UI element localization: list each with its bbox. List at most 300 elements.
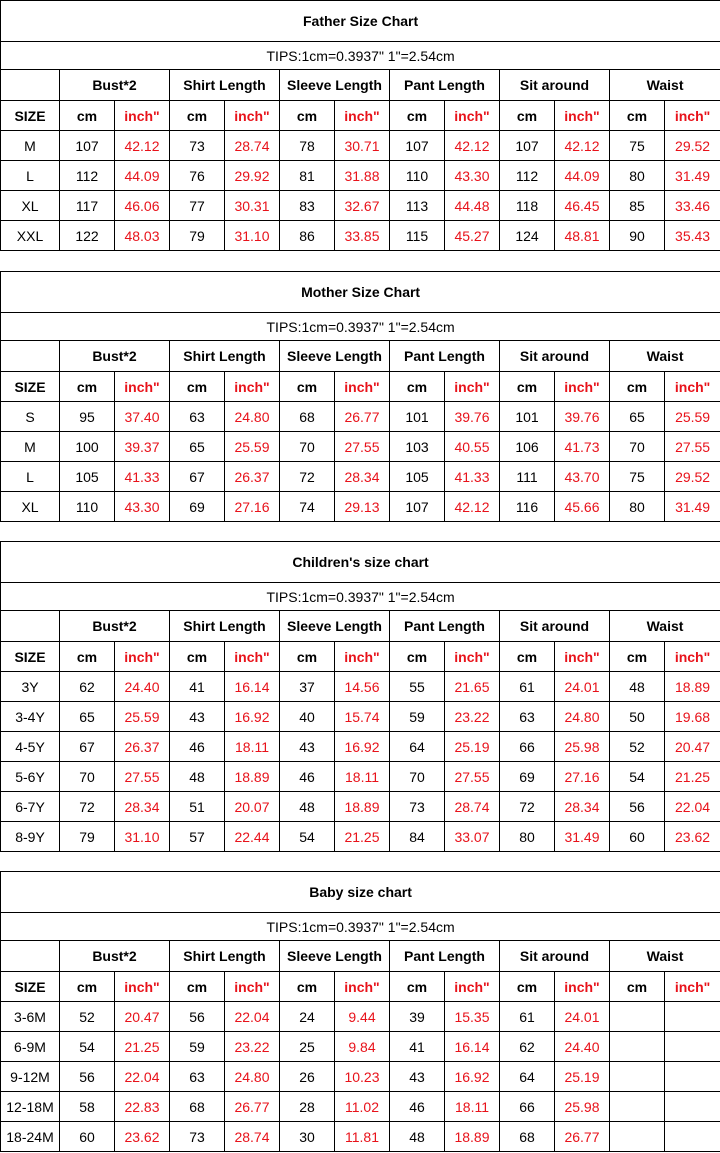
inch-value-cell: 39.37 — [115, 432, 170, 462]
inch-unit-header: inch" — [115, 642, 170, 672]
size-cell: 18-24M — [1, 1122, 60, 1152]
cm-unit-header: cm — [170, 642, 225, 672]
tips-row — [1, 583, 720, 611]
cm-value-cell: 43 — [170, 702, 225, 732]
measurement-header: Sit around — [500, 341, 610, 372]
inch-value-cell: 33.07 — [445, 822, 500, 852]
cm-value-cell: 84 — [390, 822, 445, 852]
size-column-header: SIZE — [1, 101, 60, 131]
inch-unit-header: inch" — [335, 101, 390, 131]
measurement-header: Waist — [610, 341, 720, 372]
inch-value-cell: 14.56 — [335, 672, 390, 702]
table-row — [1, 402, 720, 432]
size-cell: 5-6Y — [1, 762, 60, 792]
cm-value-cell: 66 — [500, 1092, 555, 1122]
cm-value-cell: 70 — [610, 432, 665, 462]
cm-value-cell: 65 — [170, 432, 225, 462]
cm-value-cell: 58 — [60, 1092, 115, 1122]
cm-value-cell: 46 — [170, 732, 225, 762]
cm-value-cell: 46 — [280, 762, 335, 792]
size-column-header: SIZE — [1, 642, 60, 672]
measurement-header: Sleeve Length — [280, 611, 390, 642]
cm-value-cell: 56 — [170, 1002, 225, 1032]
group-header-row — [1, 941, 720, 972]
cm-value-cell: 28 — [280, 1092, 335, 1122]
cm-value-cell: 107 — [500, 131, 555, 161]
inch-value-cell: 48.03 — [115, 221, 170, 251]
measurement-header: Waist — [610, 941, 720, 972]
inch-value-cell: 27.55 — [335, 432, 390, 462]
cm-value-cell: 105 — [390, 462, 445, 492]
chart-title: Mother Size Chart — [1, 272, 720, 313]
inch-unit-header: inch" — [115, 372, 170, 402]
inch-unit-header: inch" — [555, 101, 610, 131]
measurement-header: Pant Length — [390, 70, 500, 101]
table-row — [1, 1122, 720, 1152]
inch-value-cell: 44.09 — [555, 161, 610, 191]
cm-value-cell: 112 — [60, 161, 115, 191]
inch-value-cell: 45.66 — [555, 492, 610, 522]
table-row — [1, 702, 720, 732]
inch-value-cell: 41.73 — [555, 432, 610, 462]
title-row — [1, 1, 720, 42]
cm-value-cell: 57 — [170, 822, 225, 852]
cm-value-cell: 75 — [610, 462, 665, 492]
cm-value-cell: 101 — [500, 402, 555, 432]
cm-value-cell — [610, 1062, 665, 1092]
cm-value-cell: 63 — [170, 1062, 225, 1092]
cm-value-cell: 54 — [280, 822, 335, 852]
inch-value-cell: 20.47 — [665, 732, 720, 762]
cm-value-cell: 69 — [500, 762, 555, 792]
inch-value-cell: 24.80 — [225, 402, 280, 432]
inch-value-cell: 25.98 — [555, 1092, 610, 1122]
cm-value-cell: 90 — [610, 221, 665, 251]
cm-value-cell: 100 — [60, 432, 115, 462]
inch-value-cell: 22.04 — [115, 1062, 170, 1092]
inch-value-cell: 30.31 — [225, 191, 280, 221]
cm-value-cell: 40 — [280, 702, 335, 732]
cm-value-cell: 70 — [60, 762, 115, 792]
size-cell: 6-7Y — [1, 792, 60, 822]
inch-value-cell: 24.01 — [555, 1002, 610, 1032]
inch-unit-header: inch" — [335, 972, 390, 1002]
measurement-header: Bust*2 — [60, 941, 170, 972]
cm-unit-header: cm — [60, 972, 115, 1002]
tips-row — [1, 42, 720, 70]
inch-value-cell — [665, 1062, 720, 1092]
cm-value-cell: 76 — [170, 161, 225, 191]
inch-value-cell: 26.77 — [225, 1092, 280, 1122]
measurement-header: Shirt Length — [170, 70, 280, 101]
cm-value-cell: 52 — [610, 732, 665, 762]
cm-unit-header: cm — [170, 101, 225, 131]
inch-value-cell: 29.52 — [665, 462, 720, 492]
table-row — [1, 1062, 720, 1092]
inch-unit-header: inch" — [555, 642, 610, 672]
inch-value-cell: 23.22 — [445, 702, 500, 732]
inch-value-cell: 27.55 — [665, 432, 720, 462]
corner-cell — [1, 611, 60, 642]
inch-value-cell: 28.74 — [225, 131, 280, 161]
table-row — [1, 822, 720, 852]
inch-value-cell: 24.80 — [225, 1062, 280, 1092]
inch-value-cell: 35.43 — [665, 221, 720, 251]
inch-value-cell: 28.34 — [335, 462, 390, 492]
cm-value-cell: 37 — [280, 672, 335, 702]
measurement-header: Shirt Length — [170, 941, 280, 972]
cm-value-cell: 64 — [500, 1062, 555, 1092]
inch-unit-header: inch" — [115, 972, 170, 1002]
cm-unit-header: cm — [610, 642, 665, 672]
inch-value-cell: 39.76 — [445, 402, 500, 432]
inch-value-cell: 24.40 — [115, 672, 170, 702]
cm-value-cell: 56 — [610, 792, 665, 822]
size-table — [0, 541, 720, 852]
inch-unit-header: inch" — [225, 372, 280, 402]
size-cell: 3-6M — [1, 1002, 60, 1032]
inch-value-cell: 20.07 — [225, 792, 280, 822]
cm-value-cell: 110 — [390, 161, 445, 191]
inch-value-cell: 44.09 — [115, 161, 170, 191]
measurement-header: Pant Length — [390, 941, 500, 972]
size-column-header: SIZE — [1, 972, 60, 1002]
cm-unit-header: cm — [390, 972, 445, 1002]
cm-value-cell: 69 — [170, 492, 225, 522]
inch-value-cell — [665, 1122, 720, 1152]
inch-unit-header: inch" — [665, 642, 720, 672]
cm-value-cell: 85 — [610, 191, 665, 221]
cm-unit-header: cm — [60, 372, 115, 402]
cm-unit-header: cm — [170, 372, 225, 402]
inch-value-cell: 31.88 — [335, 161, 390, 191]
tips-row — [1, 913, 720, 941]
measurement-header: Shirt Length — [170, 611, 280, 642]
inch-value-cell: 43.30 — [445, 161, 500, 191]
inch-unit-header: inch" — [665, 372, 720, 402]
cm-value-cell: 73 — [390, 792, 445, 822]
inch-value-cell: 33.85 — [335, 221, 390, 251]
cm-value-cell: 61 — [500, 1002, 555, 1032]
inch-unit-header: inch" — [115, 101, 170, 131]
size-cell: L — [1, 161, 60, 191]
cm-value-cell: 77 — [170, 191, 225, 221]
size-cell: L — [1, 462, 60, 492]
cm-value-cell: 80 — [610, 161, 665, 191]
table-row — [1, 732, 720, 762]
cm-unit-header: cm — [280, 101, 335, 131]
chart-title: Baby size chart — [1, 872, 720, 913]
inch-unit-header: inch" — [335, 372, 390, 402]
cm-value-cell: 68 — [170, 1092, 225, 1122]
inch-value-cell: 24.40 — [555, 1032, 610, 1062]
inch-value-cell: 16.14 — [225, 672, 280, 702]
cm-value-cell: 61 — [500, 672, 555, 702]
table-row — [1, 191, 720, 221]
measurement-header: Sit around — [500, 70, 610, 101]
size-cell: XXL — [1, 221, 60, 251]
cm-value-cell: 124 — [500, 221, 555, 251]
group-header-row — [1, 611, 720, 642]
inch-value-cell: 18.89 — [445, 1122, 500, 1152]
inch-value-cell: 18.11 — [335, 762, 390, 792]
inch-value-cell: 31.10 — [225, 221, 280, 251]
inch-value-cell: 26.37 — [115, 732, 170, 762]
inch-value-cell: 27.55 — [445, 762, 500, 792]
inch-value-cell — [665, 1032, 720, 1062]
cm-value-cell: 80 — [610, 492, 665, 522]
inch-value-cell: 29.52 — [665, 131, 720, 161]
cm-value-cell: 62 — [500, 1032, 555, 1062]
inch-value-cell: 41.33 — [115, 462, 170, 492]
size-cell: 3Y — [1, 672, 60, 702]
inch-value-cell: 28.74 — [225, 1122, 280, 1152]
cm-value-cell: 41 — [390, 1032, 445, 1062]
inch-value-cell: 39.76 — [555, 402, 610, 432]
inch-value-cell: 16.92 — [335, 732, 390, 762]
inch-value-cell: 24.80 — [555, 702, 610, 732]
cm-value-cell: 116 — [500, 492, 555, 522]
size-cell: 4-5Y — [1, 732, 60, 762]
tips-text: TIPS:1cm=0.3937" 1"=2.54cm — [1, 583, 720, 611]
cm-value-cell: 41 — [170, 672, 225, 702]
cm-value-cell: 62 — [60, 672, 115, 702]
inch-unit-header: inch" — [665, 101, 720, 131]
inch-value-cell: 28.34 — [115, 792, 170, 822]
cm-value-cell: 70 — [390, 762, 445, 792]
cm-value-cell: 107 — [60, 131, 115, 161]
inch-value-cell: 15.35 — [445, 1002, 500, 1032]
cm-value-cell: 64 — [390, 732, 445, 762]
cm-value-cell: 66 — [500, 732, 555, 762]
inch-value-cell: 16.92 — [225, 702, 280, 732]
inch-value-cell: 23.62 — [115, 1122, 170, 1152]
cm-value-cell — [610, 1092, 665, 1122]
inch-value-cell: 18.11 — [445, 1092, 500, 1122]
tips-row — [1, 313, 720, 341]
measurement-header: Sleeve Length — [280, 941, 390, 972]
cm-unit-header: cm — [500, 372, 555, 402]
inch-value-cell: 25.98 — [555, 732, 610, 762]
inch-value-cell: 42.12 — [445, 492, 500, 522]
inch-unit-header: inch" — [445, 101, 500, 131]
inch-value-cell: 30.71 — [335, 131, 390, 161]
inch-value-cell: 27.16 — [225, 492, 280, 522]
cm-value-cell: 106 — [500, 432, 555, 462]
inch-value-cell: 9.84 — [335, 1032, 390, 1062]
inch-unit-header: inch" — [555, 972, 610, 1002]
unit-header-row — [1, 101, 720, 131]
cm-value-cell: 68 — [280, 402, 335, 432]
inch-value-cell: 42.12 — [115, 131, 170, 161]
size-cell: 3-4Y — [1, 702, 60, 732]
inch-value-cell: 20.47 — [115, 1002, 170, 1032]
table-row — [1, 161, 720, 191]
inch-value-cell: 27.55 — [115, 762, 170, 792]
inch-value-cell: 31.10 — [115, 822, 170, 852]
cm-unit-header: cm — [60, 101, 115, 131]
unit-header-row — [1, 372, 720, 402]
cm-value-cell: 48 — [610, 672, 665, 702]
inch-unit-header: inch" — [555, 372, 610, 402]
inch-value-cell: 21.25 — [665, 762, 720, 792]
cm-value-cell: 103 — [390, 432, 445, 462]
cm-unit-header: cm — [170, 972, 225, 1002]
inch-value-cell: 31.49 — [665, 492, 720, 522]
table-row — [1, 1002, 720, 1032]
cm-unit-header: cm — [610, 372, 665, 402]
cm-value-cell — [610, 1122, 665, 1152]
inch-value-cell: 11.81 — [335, 1122, 390, 1152]
cm-value-cell: 75 — [610, 131, 665, 161]
cm-value-cell: 59 — [390, 702, 445, 732]
cm-unit-header: cm — [60, 642, 115, 672]
inch-value-cell: 41.33 — [445, 462, 500, 492]
inch-value-cell: 27.16 — [555, 762, 610, 792]
chart-title: Father Size Chart — [1, 1, 720, 42]
cm-value-cell: 112 — [500, 161, 555, 191]
cm-value-cell: 83 — [280, 191, 335, 221]
inch-value-cell: 42.12 — [445, 131, 500, 161]
cm-value-cell: 81 — [280, 161, 335, 191]
measurement-header: Sleeve Length — [280, 70, 390, 101]
cm-value-cell: 26 — [280, 1062, 335, 1092]
measurement-header: Bust*2 — [60, 611, 170, 642]
inch-value-cell: 43.30 — [115, 492, 170, 522]
cm-value-cell: 111 — [500, 462, 555, 492]
measurement-header: Pant Length — [390, 611, 500, 642]
cm-value-cell: 115 — [390, 221, 445, 251]
cm-unit-header: cm — [280, 972, 335, 1002]
cm-value-cell: 68 — [500, 1122, 555, 1152]
inch-value-cell: 18.89 — [665, 672, 720, 702]
cm-unit-header: cm — [280, 372, 335, 402]
measurement-header: Sit around — [500, 611, 610, 642]
inch-value-cell: 11.02 — [335, 1092, 390, 1122]
inch-value-cell: 28.34 — [555, 792, 610, 822]
measurement-header: Bust*2 — [60, 341, 170, 372]
inch-unit-header: inch" — [445, 372, 500, 402]
inch-value-cell: 42.12 — [555, 131, 610, 161]
unit-header-row — [1, 972, 720, 1002]
cm-value-cell: 79 — [60, 822, 115, 852]
cm-unit-header: cm — [500, 101, 555, 131]
cm-value-cell: 52 — [60, 1002, 115, 1032]
corner-cell — [1, 341, 60, 372]
cm-value-cell: 65 — [610, 402, 665, 432]
size-column-header: SIZE — [1, 372, 60, 402]
inch-value-cell: 25.19 — [445, 732, 500, 762]
size-table — [0, 871, 720, 1152]
size-chart — [0, 871, 720, 1152]
inch-value-cell: 22.04 — [225, 1002, 280, 1032]
size-chart — [0, 0, 720, 251]
cm-value-cell — [610, 1002, 665, 1032]
cm-value-cell: 67 — [60, 732, 115, 762]
group-header-row — [1, 341, 720, 372]
size-chart — [0, 541, 720, 852]
inch-value-cell: 29.13 — [335, 492, 390, 522]
size-cell: XL — [1, 492, 60, 522]
cm-value-cell: 56 — [60, 1062, 115, 1092]
inch-value-cell: 31.49 — [555, 822, 610, 852]
table-row — [1, 131, 720, 161]
inch-unit-header: inch" — [445, 642, 500, 672]
cm-value-cell: 113 — [390, 191, 445, 221]
cm-value-cell: 30 — [280, 1122, 335, 1152]
cm-value-cell: 63 — [170, 402, 225, 432]
cm-unit-header: cm — [500, 972, 555, 1002]
inch-value-cell: 16.14 — [445, 1032, 500, 1062]
size-cell: M — [1, 131, 60, 161]
cm-value-cell: 60 — [60, 1122, 115, 1152]
cm-value-cell: 55 — [390, 672, 445, 702]
group-header-row — [1, 70, 720, 101]
size-chart — [0, 271, 720, 522]
cm-value-cell: 50 — [610, 702, 665, 732]
cm-unit-header: cm — [390, 101, 445, 131]
inch-value-cell: 23.22 — [225, 1032, 280, 1062]
cm-value-cell: 70 — [280, 432, 335, 462]
cm-value-cell: 107 — [390, 492, 445, 522]
inch-value-cell: 21.25 — [115, 1032, 170, 1062]
inch-value-cell: 24.01 — [555, 672, 610, 702]
inch-value-cell: 43.70 — [555, 462, 610, 492]
inch-value-cell: 28.74 — [445, 792, 500, 822]
size-cell: XL — [1, 191, 60, 221]
cm-value-cell: 43 — [280, 732, 335, 762]
cm-value-cell: 48 — [280, 792, 335, 822]
inch-unit-header: inch" — [445, 972, 500, 1002]
size-cell: 12-18M — [1, 1092, 60, 1122]
inch-value-cell: 22.83 — [115, 1092, 170, 1122]
inch-value-cell: 15.74 — [335, 702, 390, 732]
inch-value-cell: 33.46 — [665, 191, 720, 221]
cm-value-cell: 110 — [60, 492, 115, 522]
inch-value-cell: 26.77 — [335, 402, 390, 432]
measurement-header: Pant Length — [390, 341, 500, 372]
cm-value-cell: 73 — [170, 131, 225, 161]
cm-value-cell: 105 — [60, 462, 115, 492]
inch-value-cell: 29.92 — [225, 161, 280, 191]
title-row — [1, 872, 720, 913]
inch-value-cell: 22.04 — [665, 792, 720, 822]
cm-value-cell: 46 — [390, 1092, 445, 1122]
cm-value-cell: 48 — [390, 1122, 445, 1152]
inch-value-cell: 25.59 — [115, 702, 170, 732]
table-row — [1, 792, 720, 822]
inch-value-cell: 32.67 — [335, 191, 390, 221]
inch-value-cell: 23.62 — [665, 822, 720, 852]
cm-value-cell: 63 — [500, 702, 555, 732]
size-cell: M — [1, 432, 60, 462]
table-row — [1, 492, 720, 522]
inch-value-cell — [665, 1002, 720, 1032]
tips-text: TIPS:1cm=0.3937" 1"=2.54cm — [1, 42, 720, 70]
cm-value-cell: 86 — [280, 221, 335, 251]
corner-cell — [1, 941, 60, 972]
measurement-header: Sleeve Length — [280, 341, 390, 372]
corner-cell — [1, 70, 60, 101]
inch-value-cell: 25.59 — [665, 402, 720, 432]
inch-value-cell: 25.59 — [225, 432, 280, 462]
table-row — [1, 221, 720, 251]
inch-unit-header: inch" — [335, 642, 390, 672]
inch-value-cell: 48.81 — [555, 221, 610, 251]
size-cell: 8-9Y — [1, 822, 60, 852]
table-row — [1, 672, 720, 702]
inch-value-cell: 46.06 — [115, 191, 170, 221]
